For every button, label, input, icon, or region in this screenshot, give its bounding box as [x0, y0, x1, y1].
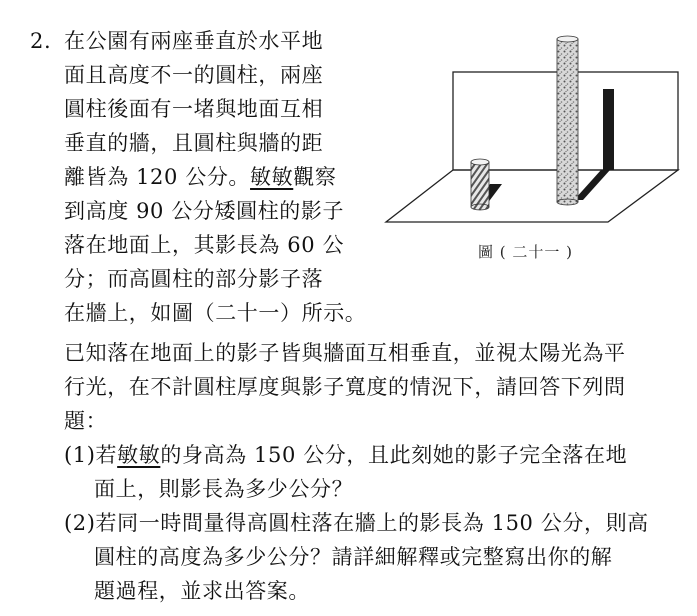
- part2-line-1: (2)若同一時間量得高圓柱落在牆上的影長為 150 公分，則高: [64, 511, 649, 535]
- intro-line-6: 到高度 90 公分矮圓柱的影子: [64, 199, 345, 223]
- student-name: 敏敏: [250, 165, 294, 189]
- part1-line-1-rest: 的身高為 150 公分，且此刻她的影子完全落在地: [160, 443, 628, 467]
- tall-cylinder-ground-shadow: [574, 170, 610, 200]
- tall-cylinder-wall-shadow: [603, 89, 614, 170]
- intro-line-5-tail: 觀察: [293, 165, 337, 189]
- question-number: 2.: [30, 29, 52, 53]
- intro-line-9: 在牆上，如圖（二十一）所示。: [64, 301, 367, 325]
- part1-line-2: 面上，則影長為多少公分？: [94, 477, 354, 501]
- short-cylinder-base: [471, 204, 489, 210]
- intro-line-1: 在公園有兩座垂直於水平地: [64, 29, 324, 53]
- body-line-2: 行光，在不計圓柱厚度與影子寬度的情況下，請回答下列問: [64, 375, 626, 399]
- short-cylinder: [471, 162, 489, 207]
- part1-student-name: 敏敏: [117, 443, 161, 467]
- part1-line-1: [64, 438, 627, 472]
- intro-line-5: [64, 160, 336, 194]
- intro-line-4: 垂直的牆，且圓柱與牆的距: [64, 131, 324, 155]
- intro-line-8: 分；而高圓柱的部分影子落: [64, 267, 324, 291]
- intro-line-2: 面且高度不一的圓柱，兩座: [64, 63, 324, 87]
- body-line-3: 題：: [64, 409, 108, 433]
- part2-line-2: 圓柱的高度為多少公分？請詳細解釋或完整寫出你的解: [94, 545, 613, 569]
- cylinders-wall-figure: [383, 32, 683, 277]
- ground: [386, 170, 678, 222]
- intro-line-5-text: 離皆為 120 公分。: [64, 165, 251, 189]
- tall-cylinder: [557, 39, 578, 202]
- part2-line-3: 題過程，並求出答案。: [94, 579, 310, 603]
- short-cylinder-top: [471, 159, 489, 165]
- part1-label: (1)若: [64, 443, 118, 467]
- tall-cylinder-top: [557, 36, 578, 42]
- figure-caption: 圖 ( 二十一 ): [478, 243, 574, 261]
- intro-line-3: 圓柱後面有一堵與地面互相: [64, 97, 324, 121]
- tall-cylinder-base: [557, 199, 578, 205]
- body-line-1: 已知落在地面上的影子皆與牆面互相垂直，並視太陽光為平: [64, 341, 626, 365]
- intro-line-7: 落在地面上，其影長為 60 公: [64, 233, 345, 257]
